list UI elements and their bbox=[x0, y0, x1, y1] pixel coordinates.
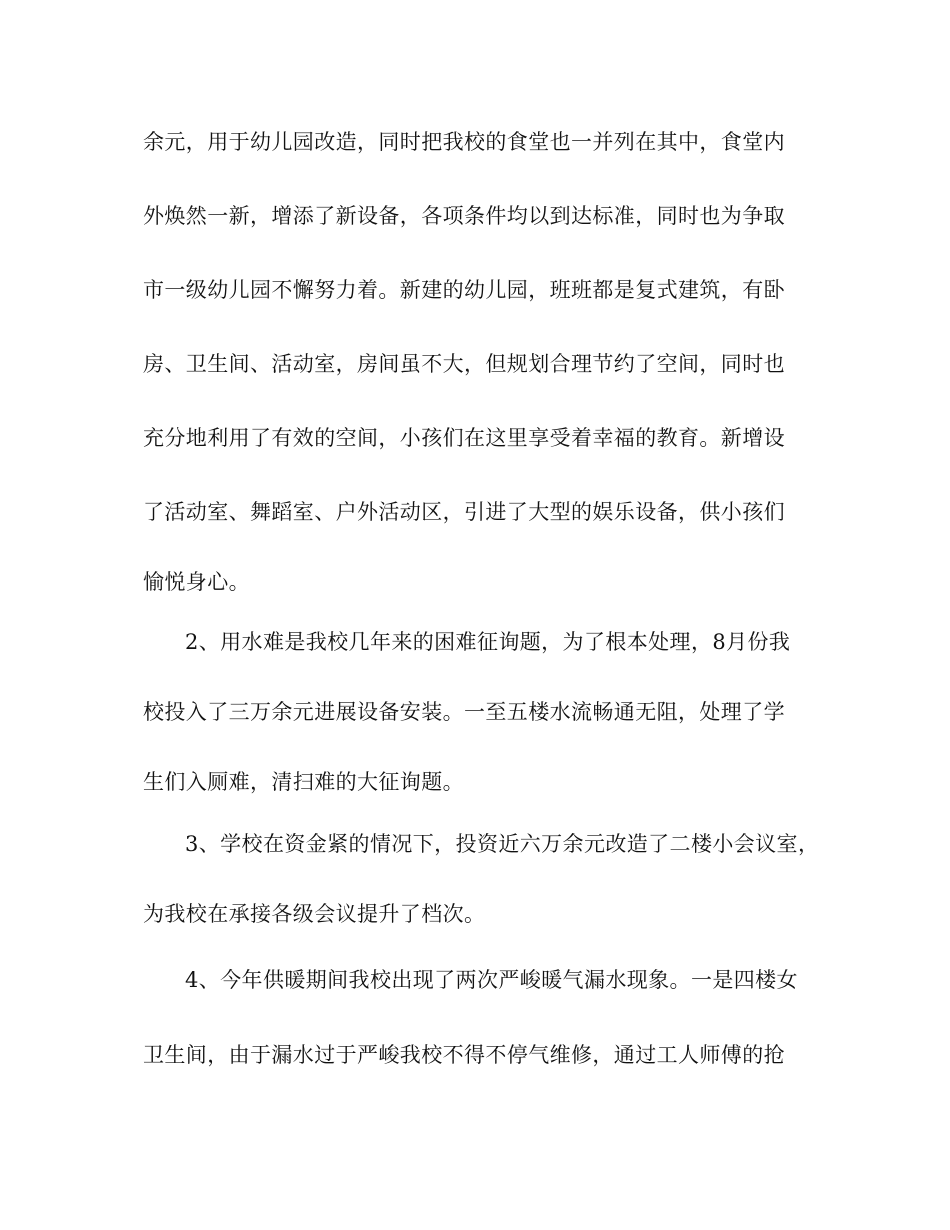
paragraph-start-line: 3、学校在资金紧的情况下，投资近六万余元改造了二楼小会议室， bbox=[185, 832, 820, 856]
text-line: 房、卫生间、活动室，房间虽不大，但规划合理节约了空间，同时也 bbox=[143, 352, 785, 376]
text-line: 外焕然一新，增添了新设备，各项条件均以到达标准，同时也为争取 bbox=[143, 204, 785, 228]
paragraph-start-line: 4、今年供暖期间我校出现了两次严峻暖气漏水现象。一是四楼女 bbox=[185, 968, 798, 992]
text-line: 愉悦身心。 bbox=[143, 570, 250, 594]
text-line: 余元，用于幼儿园改造，同时把我校的食堂也一并列在其中，食堂内 bbox=[143, 130, 785, 154]
text-line: 市一级幼儿园不懈努力着。新建的幼儿园，班班都是复式建筑，有卧 bbox=[143, 278, 785, 302]
text-line: 卫生间，由于漏水过于严峻我校不得不停气维修，通过工人师傅的抢 bbox=[143, 1043, 785, 1067]
text-line: 了活动室、舞蹈室、户外活动区，引进了大型的娱乐设备，供小孩们 bbox=[143, 500, 785, 524]
text-line: 充分地利用了有效的空间，小孩们在这里享受着幸福的教育。新增设 bbox=[143, 426, 785, 450]
paragraph-start-line: 2、用水难是我校几年来的困难征询题，为了根本处理，8月份我 bbox=[185, 630, 791, 654]
text-line: 生们入厕难，清扫难的大征询题。 bbox=[143, 770, 464, 794]
text-line: 校投入了三万余元进展设备安装。一至五楼水流畅通无阻，处理了学 bbox=[143, 700, 785, 724]
text-line: 为我校在承接各级会议提升了档次。 bbox=[143, 902, 486, 926]
